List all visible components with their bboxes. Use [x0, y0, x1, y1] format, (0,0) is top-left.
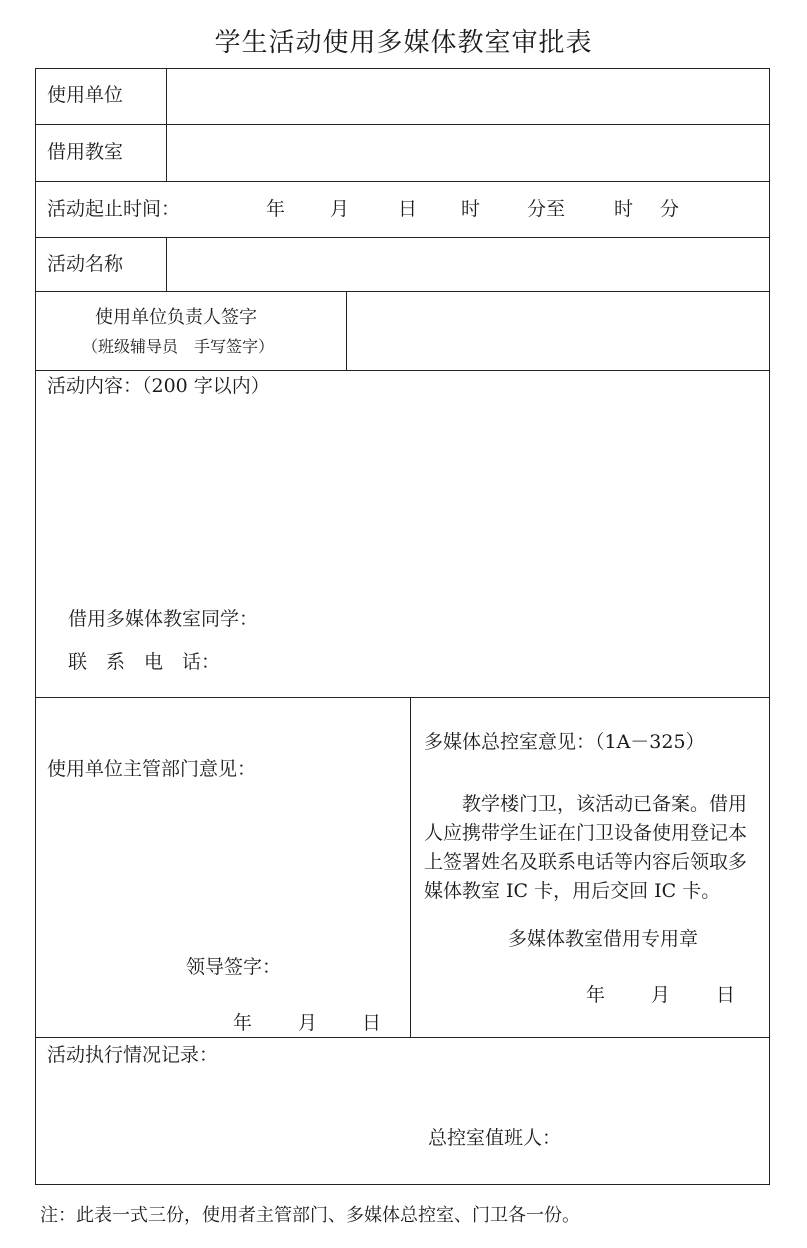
- time-unit-end-minute: 分: [660, 198, 680, 220]
- time-unit-month: 月: [330, 198, 350, 220]
- row-divider: [35, 124, 770, 125]
- column-divider: [166, 124, 167, 181]
- time-unit-end-hour: 时: [614, 198, 634, 220]
- time-unit-minute-to: 分至: [527, 198, 566, 220]
- dept-opinion-label: 使用单位主管部门意见：: [47, 758, 257, 780]
- borrower-label: 借用多媒体教室同学：: [68, 608, 259, 630]
- activity-name-field-area[interactable]: [168, 239, 768, 290]
- row-divider: [35, 1037, 770, 1038]
- stamp-label: 多媒体教室借用专用章: [508, 928, 699, 950]
- form-title: 学生活动使用多媒体教室审批表: [214, 28, 593, 58]
- control-date-day: 日: [716, 984, 736, 1006]
- row-divider: [35, 181, 770, 182]
- row-divider: [35, 370, 770, 371]
- row-divider: [35, 697, 770, 698]
- classroom-label: 借用教室: [47, 141, 124, 163]
- time-label: 活动起止时间：: [47, 198, 181, 220]
- column-divider: [166, 68, 167, 124]
- time-unit-hour: 时: [461, 198, 481, 220]
- time-unit-day: 日: [398, 198, 418, 220]
- signature-label-line2: （班级辅导员 手写签字）: [82, 337, 275, 356]
- dept-date-day: 日: [362, 1012, 382, 1034]
- signature-label-line1: 使用单位负责人签字: [95, 307, 257, 328]
- column-divider: [346, 291, 347, 370]
- activity-name-label: 活动名称: [47, 253, 124, 275]
- control-opinion-label: 多媒体总控室意见：（1A－325）: [424, 731, 705, 753]
- unit-field-area[interactable]: [168, 70, 768, 123]
- execution-field-area[interactable]: [37, 1072, 768, 1122]
- column-divider: [166, 237, 167, 291]
- row-divider: [35, 291, 770, 292]
- classroom-field-area[interactable]: [168, 126, 768, 180]
- control-date-year: 年: [586, 984, 606, 1006]
- footnote: 注：此表一式三份，使用者主管部门、多媒体总控室、门卫各一份。: [40, 1205, 580, 1226]
- unit-label: 使用单位: [47, 84, 124, 106]
- duty-officer-label: 总控室值班人：: [428, 1127, 562, 1149]
- control-opinion-paragraph: 教学楼门卫，该活动已备案。借用人应携带学生证在门卫设备使用登记本上签署姓名及联系电话等内容后领取多媒体教室 IC 卡，用后交回 IC 卡。: [424, 793, 748, 902]
- row-divider: [35, 237, 770, 238]
- content-label: 活动内容：（200 字以内）: [47, 375, 270, 397]
- time-unit-year: 年: [266, 198, 286, 220]
- dept-date-year: 年: [233, 1012, 253, 1034]
- content-field-area[interactable]: [37, 402, 768, 592]
- dept-date-month: 月: [298, 1012, 318, 1034]
- column-divider: [410, 697, 411, 1037]
- leader-sign-label: 领导签字：: [186, 956, 282, 978]
- execution-label: 活动执行情况记录：: [47, 1044, 219, 1066]
- signature-field-area[interactable]: [348, 293, 768, 369]
- control-date-month: 月: [651, 984, 671, 1006]
- phone-label: 联 系 电 话：: [68, 651, 221, 673]
